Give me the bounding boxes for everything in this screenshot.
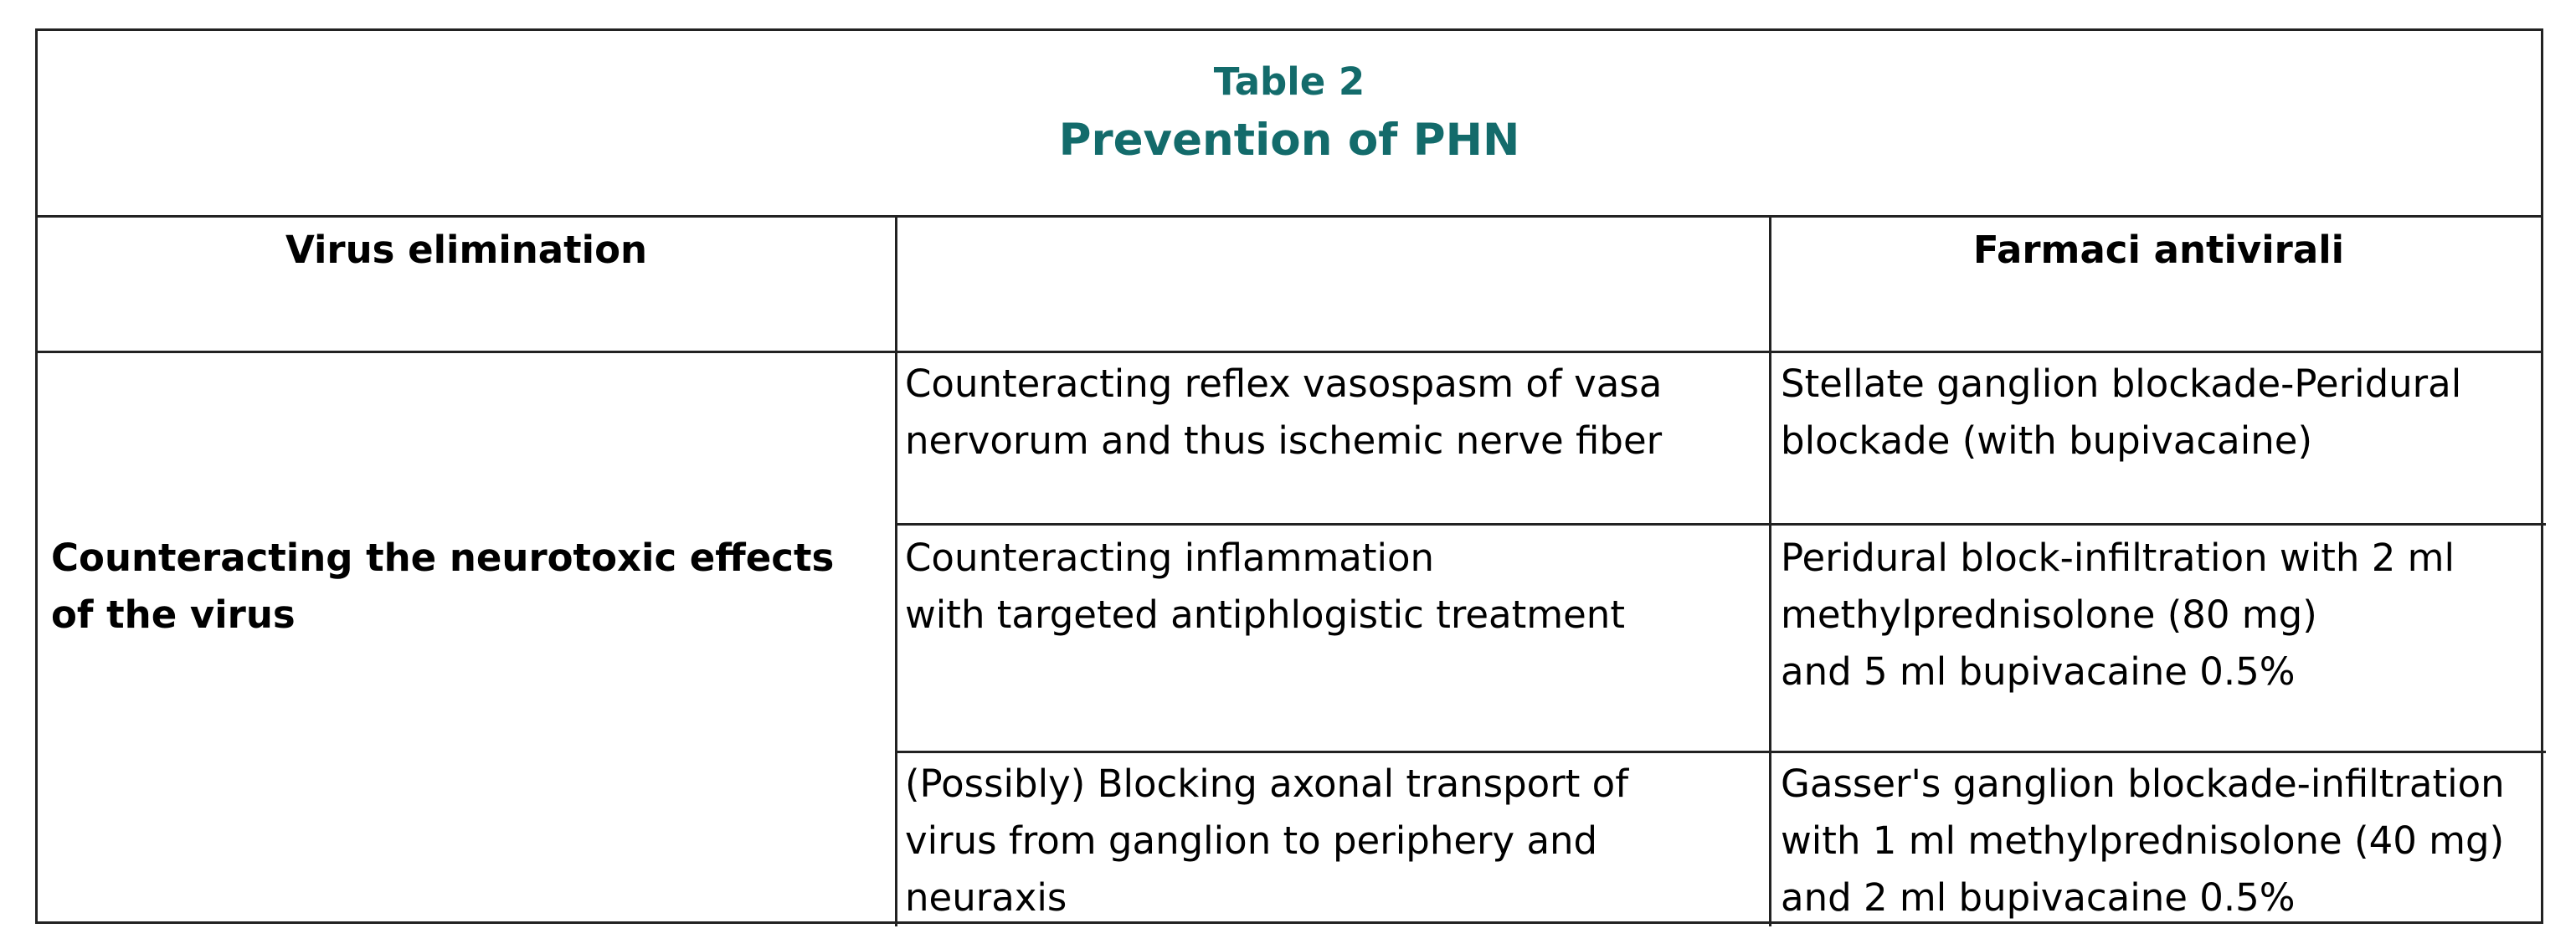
table-frame xyxy=(35,28,2543,924)
rule-below-row-2 xyxy=(895,751,2546,753)
row-2-procedure: Peridural block-infiltration with 2 ml methylprednisolone (80 mg) and 5 ml bupivacaine 0.5% xyxy=(1781,536,2455,694)
row-1-goal: Counteracting reflex vasospasm of vasa nervorum and thus ischemic nerve fiber xyxy=(905,362,1663,463)
table-caption: Table 2 xyxy=(1213,59,1365,104)
row-group-label: Counteracting the neurotoxic effects of the virus xyxy=(51,536,835,637)
row-3-goal: (Possibly) Blocking axonal transport of virus from ganglion to periphery and neuraxis xyxy=(905,762,1629,920)
column-divider-2 xyxy=(1769,215,1771,926)
table-title-block xyxy=(38,31,2541,217)
column-divider-1 xyxy=(895,215,897,926)
row-2-goal: Counteracting inflammation with targeted antiphlogistic treatment xyxy=(905,536,1625,637)
header-virus-elimination: Virus elimination xyxy=(285,228,648,272)
rule-below-title xyxy=(38,215,2541,218)
rule-below-row-1 xyxy=(895,523,2546,526)
row-1-procedure: Stellate ganglion blockade-Peridural blockade (with bupivacaine) xyxy=(1781,362,2462,463)
table-title: Prevention of PHN xyxy=(1058,115,1520,166)
rule-below-header xyxy=(38,351,2541,353)
header-farmaci-antivirali: Farmaci antivirali xyxy=(1972,228,2345,272)
row-3-procedure: Gasser's ganglion blockade-infiltration with 1 ml methylprednisolone (40 mg) and 2 ml bupivacaine 0.5% xyxy=(1781,762,2505,920)
